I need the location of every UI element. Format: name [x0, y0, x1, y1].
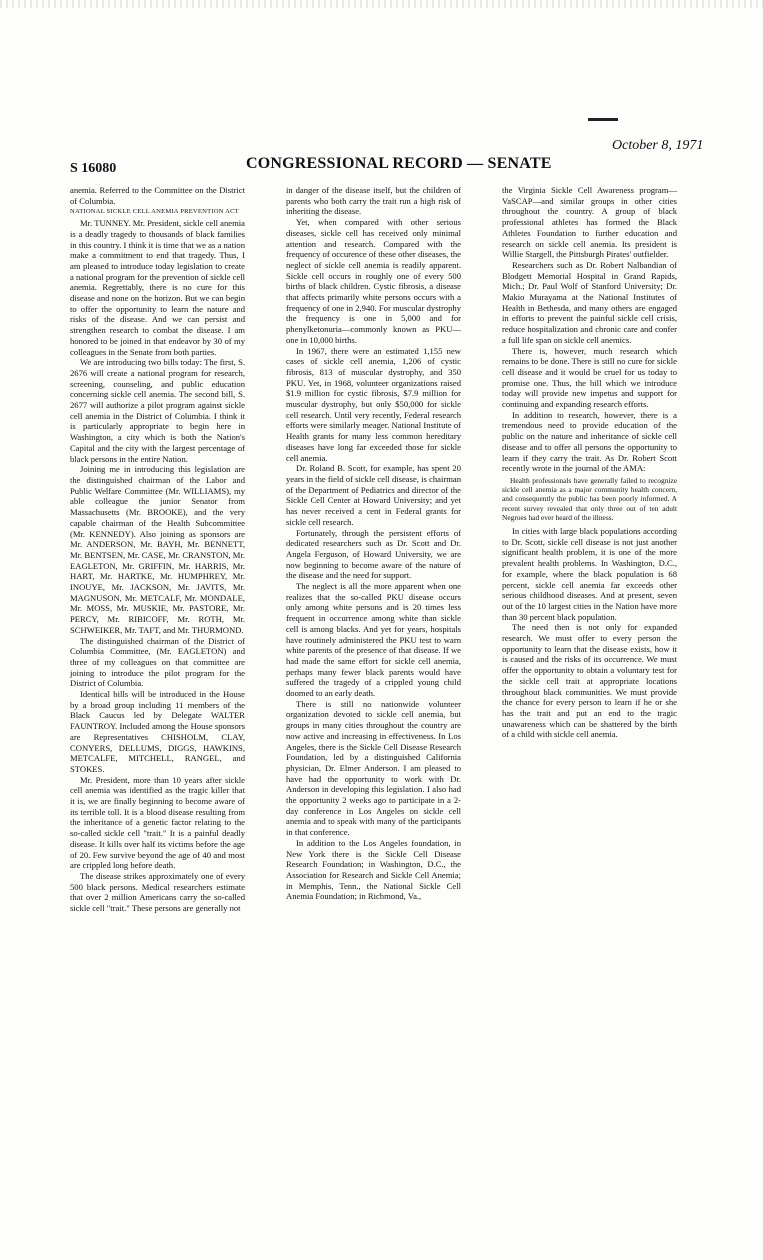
column-3 [502, 185, 677, 740]
page-number: S 16080 [70, 161, 117, 176]
paragraph: in danger of the disease itself, but the children of parents who both carry the trait run a high risk of inheriting the disease. [286, 185, 461, 217]
column-1 [70, 185, 245, 914]
paragraph: The need then is not only for expanded research. We must offer to every person the opportunity to learn that the disease exists, how it is caused and the risks of its occurrence. We must offer the opportunity to obtain a voluntary test for the sickle cell trait at appropriate locations throughout black communities. We must provide the chance for every person to learn if he or she has the trait and put an end to the tragic unawareness which can be shattered by the birth of a child with sickle cell anemia. [502, 622, 677, 740]
page-date: October 8, 1971 [612, 138, 704, 153]
paragraph: In addition to research, however, there is a tremendous need to provide education of the public on the nature and inheritance of sickle cell disease and to offer all persons the opportunity to learn if they carry the trait. As Dr. Robert Scott recently wrote in the journal of the AMA: [502, 409, 677, 474]
paragraph: Dr. Roland B. Scott, for example, has spent 20 years in the field of sickle cell disease, is chairman of the Department of Pediatrics and director of the Sickle Cell Center at Howard University; and yet has never received a cent in Federal grants for sickle cell research. [286, 463, 461, 527]
paragraph: We are introducing two bills today: The first, S. 2676 will create a national program for research, screening, counseling, and public education concerning sickle cell anemia. The second bill, S. 2677 will authorize a pilot program against sickle cell anemia in the District of Columbia. I think it is particularly appropriate to begin here in Washington, a city which is both the Nation's Capital and the city with the largest percentage of black persons in the entire Nation. [70, 357, 245, 464]
paragraph: There is, however, much research which remains to be done. There is still no cure for sickle cell disease and it would be cruel for us today to promise one. Thus, the bill which we introduce today will provide new impetus and support for continuing and expanding research efforts. [502, 345, 677, 410]
paragraph: anemia. Referred to the Committee on the District of Columbia. [70, 185, 245, 206]
column-2 [286, 185, 461, 902]
masthead-title: CONGRESSIONAL RECORD — SENATE [246, 155, 552, 172]
paragraph: Yet, when compared with other serious diseases, sickle cell has received only minimal attention and research. Compared with the frequency of occurence of these other diseases, the neglect of sickle cell anemia is readily apparent. Sickle cell occurs in roughly one of every 500 births of black children. Cystic fibrosis, a disease that affects primarily white persons occurs with a frequency of one in 2,940. For muscular dystrophy the frequency is one in 5,000 and for phenylketonuria—commonly known as PKU—one in 10,000 births. [286, 217, 461, 345]
block-quote: Health professionals have generally failed to recognize sickle cell anemia as a major community health concern, and consequently the public has been poorly informed. A recent survey revealed that only three out of ten adult Negroes had ever heard of the illness. [502, 475, 677, 522]
paragraph: In 1967, there were an estimated 1,155 new cases of sickle cell anemia, 1,206 of cystic fibrosis, 813 of muscular dystrophy, and 350 PKU. Yet, in 1968, volunteer organizations raised $1.9 million for cystic fibrosis, $7.9 million for muscular dystrophy, but only $50,000 for sickle cell research. Until very recently, Federal research efforts were similarly meager. National Institute of Health grants for many less common hereditary diseases have long far exceeded those for sickle cell anemia. [286, 345, 461, 463]
paragraph: The neglect is all the more apparent when one realizes that the so-called PKU disease occurs only among white persons and is 20 times less frequent in occurrence among white than sickle cell is among blacks. And yet for years, hospitals have routinely administered the PKU test to warn white parents of the presence of that disease. If we had made the same effort for sickle cell anemia, perhaps many fewer black parents would have suffered the tragedy of a crippled young child doomed to an early death. [286, 581, 461, 699]
paragraph: In cities with large black populations according to Dr. Scott, sickle cell disease is not just another significant health problem, it is one of the more prevalent health problems. In Washington, D.C., for example, where the black population is 68 percent, sickle cell anemia far exceeds other serious childhood diseases. And at present, seven out of the 10 largest cities in the Nation have more than 30 percent black population. [502, 526, 677, 622]
paragraph: In addition to the Los Angeles foundation, in New York there is the Sickle Cell Disease Research Foundation; in Washington, D.C., the Association for Research and Sickle Cell Anemia; in Memphis, Tenn., the National Sickle Cell Anemia Foundation; in Richmond, Va., [286, 837, 461, 902]
section-heading: NATIONAL SICKLE CELL ANEMIA PREVENTION ACT [70, 208, 239, 216]
paragraph: There is still no nationwide volunteer organization devoted to sickle cell anemia, but groups in many cities throughout the country are now active and increasing in effectiveness. In Los Angeles, there is the Sickle Cell Disease Research Foundation, led by a distinguished California physician, Dr. Elmer Anderson. I am pleased to have had the opportunity to work with Dr. Anderson in developing this legislation. I also had the opportunity 2 weeks ago to participate in a 2-day conference in Los Angeles on sickle cell anemia and to speak with many of the participants in that conference. [286, 698, 461, 838]
paragraph: Researchers such as Dr. Robert Nalbandian of Blodgett Memorial Hospital in Grand Rapids, Mich.; Dr. Paul Wolf of Stanford University; Dr. Makio Murayama at the National Institutes of Health in Bethesda, and many others are engaged in efforts to prevent the painful sickle cell crisis, reduce hospitalization and chronic care and confer a full life span on sickle cell anemics. [502, 259, 677, 345]
paragraph: The disease strikes approximately one of every 500 black persons. Medical researchers estimate that over 2 million Americans carry the so-called sickle cell "trait." These persons are generally not [70, 871, 245, 914]
paragraph: Identical bills will be introduced in the House by a broad group including 11 members of the Black Caucus led by Delegate WALTER FAUNTROY. Included among the House sponsors are Representatives CHISHOLM, CLAY, CONYERS, DELLUMS, DIGGS, HAWKINS, METCALFE, MITCHELL, RANGEL, and STOKES. [70, 689, 245, 774]
paragraph: Fortunately, through the persistent efforts of dedicated researchers such as Dr. Scott and Dr. Angela Ferguson, of Howard University, we are now beginning to become aware of the nature of the disease and the need for support. [286, 527, 461, 581]
header-rule [588, 118, 618, 121]
paragraph: the Virginia Sickle Cell Awareness program—VaSCAP—and similar groups in other cities throughout the country. A group of black professional athletes has formed the Black Athletes Foundation to further education and research on sickle cell anemia. Its president is Willie Stargell, the Pittsburgh Pirates' outfielder. [502, 185, 677, 260]
paragraph: Mr. President, more than 10 years after sickle cell anemia was identified as the tragic killer that it is, we are finally beginning to become aware of its terrible toll. It is a blood disease resulting from the inheritance of a genetic factor relating to the so-called sickle cell "trait." It is a painful deadly disease. It kills over half its victims before the age of 20. Few survive beyond the age of 40 and most are crippled long before death. [70, 774, 245, 871]
scan-edge-artifact [0, 0, 763, 8]
paragraph: Joining me in introducing this legislation are the distinguished chairman of the Labor and Public Welfare Committee (Mr. WILLIAMS), my able colleague the junior Senator from Massachusetts (Mr. BROOKE), and the very capable chairman of the Health Subcommittee (Mr. KENNEDY). Also joining as sponsors are Mr. ANDERSON, Mr. BAYH, Mr. BENNETT, Mr. BENTSEN, Mr. CASE, Mr. CRANSTON, Mr. EAGLETON, Mr. GRIFFIN, Mr. HARRIS, Mr. HART, Mr. HARTKE, Mr. HUMPHREY, Mr. INOUYE, Mr. JACKSON, Mr. JAVITS, Mr. MAGNUSON, Mr. METCALF, Mr. MONDALE, Mr. MOSS, Mr. MUSKIE, Mr. PASTORE, Mr. PERCY, Mr. RIBICOFF, Mr. ROTH, Mr. SCHWEIKER, Mr. TAFT, and Mr. THURMOND. [70, 464, 245, 635]
paragraph: The distinguished chairman of the District of Columbia Committee, (Mr. EAGLETON) and three of my colleagues on that committee are joining to introduce the pilot program for the District of Columbia. [70, 635, 245, 689]
paragraph: Mr. TUNNEY. Mr. President, sickle cell anemia is a deadly tragedy to thousands of black families in this country. I think it is time that we as a nation make a commitment to end that tragedy. Thus, I am pleased to introduce today legislation to create a national program for the prevention of sickle cell anemia. Regrettably, there is no cure for this disease and none on the horizon. But we can begin to offer the opportunity to learn the nature and risks of the disease. And we can persist and strengthen research to combat the disease. I am honored to be joined in that endeavor by 30 of my colleagues in the Senate from both parties. [70, 218, 245, 357]
